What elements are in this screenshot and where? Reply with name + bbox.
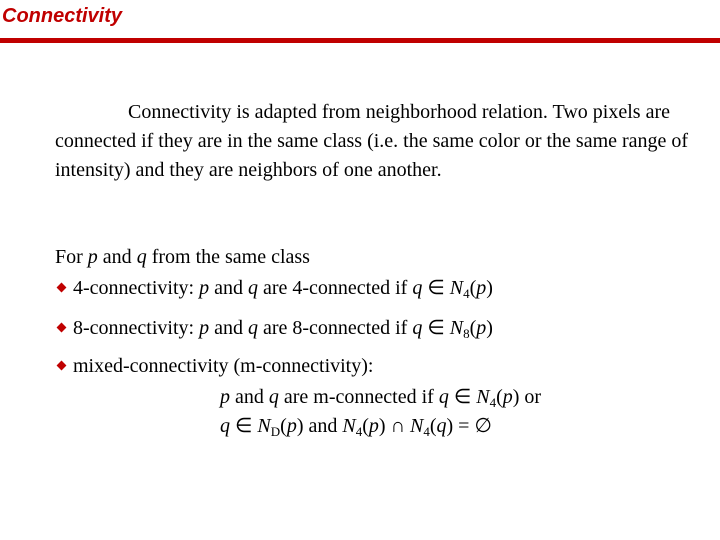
var-N: N: [342, 415, 356, 437]
element-of-symbol: ∈: [230, 415, 258, 437]
bullet-4-connectivity: [55, 275, 493, 300]
paragraph-line-2: Two pixels are connected if they are in the same class (i.e. the: [55, 101, 670, 152]
m-connectivity-line-3: [220, 413, 492, 438]
paren: ): [486, 317, 493, 339]
text: ) or: [512, 386, 542, 408]
var-q: q: [412, 317, 423, 339]
var-q: q: [247, 317, 258, 339]
intro-text: from the same class: [146, 246, 310, 268]
diamond-bullet-icon: [57, 283, 67, 293]
paren: (: [469, 317, 477, 339]
var-p: p: [199, 277, 210, 299]
var-q: q: [438, 386, 449, 408]
var-q: q: [412, 277, 423, 299]
empty-set-symbol: ) = ∅: [446, 415, 492, 437]
bullet-8-connectivity: [55, 315, 493, 340]
paragraph-line-4: neighbors of one another.: [238, 159, 442, 181]
var-p: p: [476, 277, 487, 299]
var-p: p: [476, 317, 487, 339]
diamond-bullet-icon: [57, 361, 67, 371]
intro-text: and: [97, 246, 137, 268]
paragraph-line-1: Connectivity is adapted from neighborhood relation.: [128, 101, 548, 123]
m-connectivity-line-2: [220, 384, 541, 409]
subscript: D: [270, 424, 281, 439]
intersection-symbol: ) ∩: [378, 415, 410, 437]
text: and: [209, 317, 248, 339]
text: are m-connected if: [278, 386, 439, 408]
paren: (: [469, 277, 477, 299]
element-of-symbol: ∈: [422, 277, 450, 299]
var-p: p: [199, 317, 210, 339]
element-of-symbol: ∈: [422, 317, 450, 339]
subscript: 4: [355, 424, 363, 439]
text: are 8-connected if: [257, 317, 413, 339]
bullet-label: mixed-connectivity (m-connectivity):: [73, 355, 374, 377]
paragraph-line-3: same color or the same range of intensity) and they are: [55, 130, 689, 181]
var-q: q: [220, 415, 230, 437]
paren: (: [496, 386, 503, 408]
slide-title: Connectivity: [2, 5, 123, 27]
var-q: q: [268, 386, 279, 408]
var-p: p: [286, 415, 297, 437]
paren: (: [280, 415, 287, 437]
var-N: N: [257, 415, 271, 437]
paren: (: [429, 415, 437, 437]
var-N: N: [449, 277, 464, 299]
var-N: N: [476, 386, 490, 408]
bullet-label: 8-connectivity:: [73, 317, 195, 339]
intro-line: [55, 246, 310, 269]
title-underline: [0, 38, 720, 43]
var-p: p: [220, 386, 230, 408]
element-of-symbol: ∈: [448, 386, 477, 408]
var-q: q: [436, 415, 447, 437]
paren: ): [486, 277, 493, 299]
subscript: 8: [463, 326, 470, 341]
definition-paragraph: [55, 98, 695, 185]
diamond-bullet-icon: [57, 323, 67, 333]
subscript: 4: [423, 424, 430, 439]
var-q: q: [136, 246, 147, 268]
paren: (: [362, 415, 369, 437]
intro-text: For: [55, 246, 88, 268]
text: ) and: [296, 415, 343, 437]
bullet-label: 4-connectivity:: [73, 277, 195, 299]
bullet-m-connectivity: [55, 355, 373, 378]
text: and: [230, 386, 269, 408]
text: are 4-connected if: [257, 277, 413, 299]
subscript: 4: [463, 286, 470, 301]
var-N: N: [449, 317, 464, 339]
var-q: q: [247, 277, 258, 299]
subscript: 4: [489, 395, 497, 410]
var-p: p: [368, 415, 379, 437]
text: and: [209, 277, 248, 299]
var-p: p: [87, 246, 98, 268]
var-p: p: [502, 386, 513, 408]
var-N: N: [410, 415, 424, 437]
